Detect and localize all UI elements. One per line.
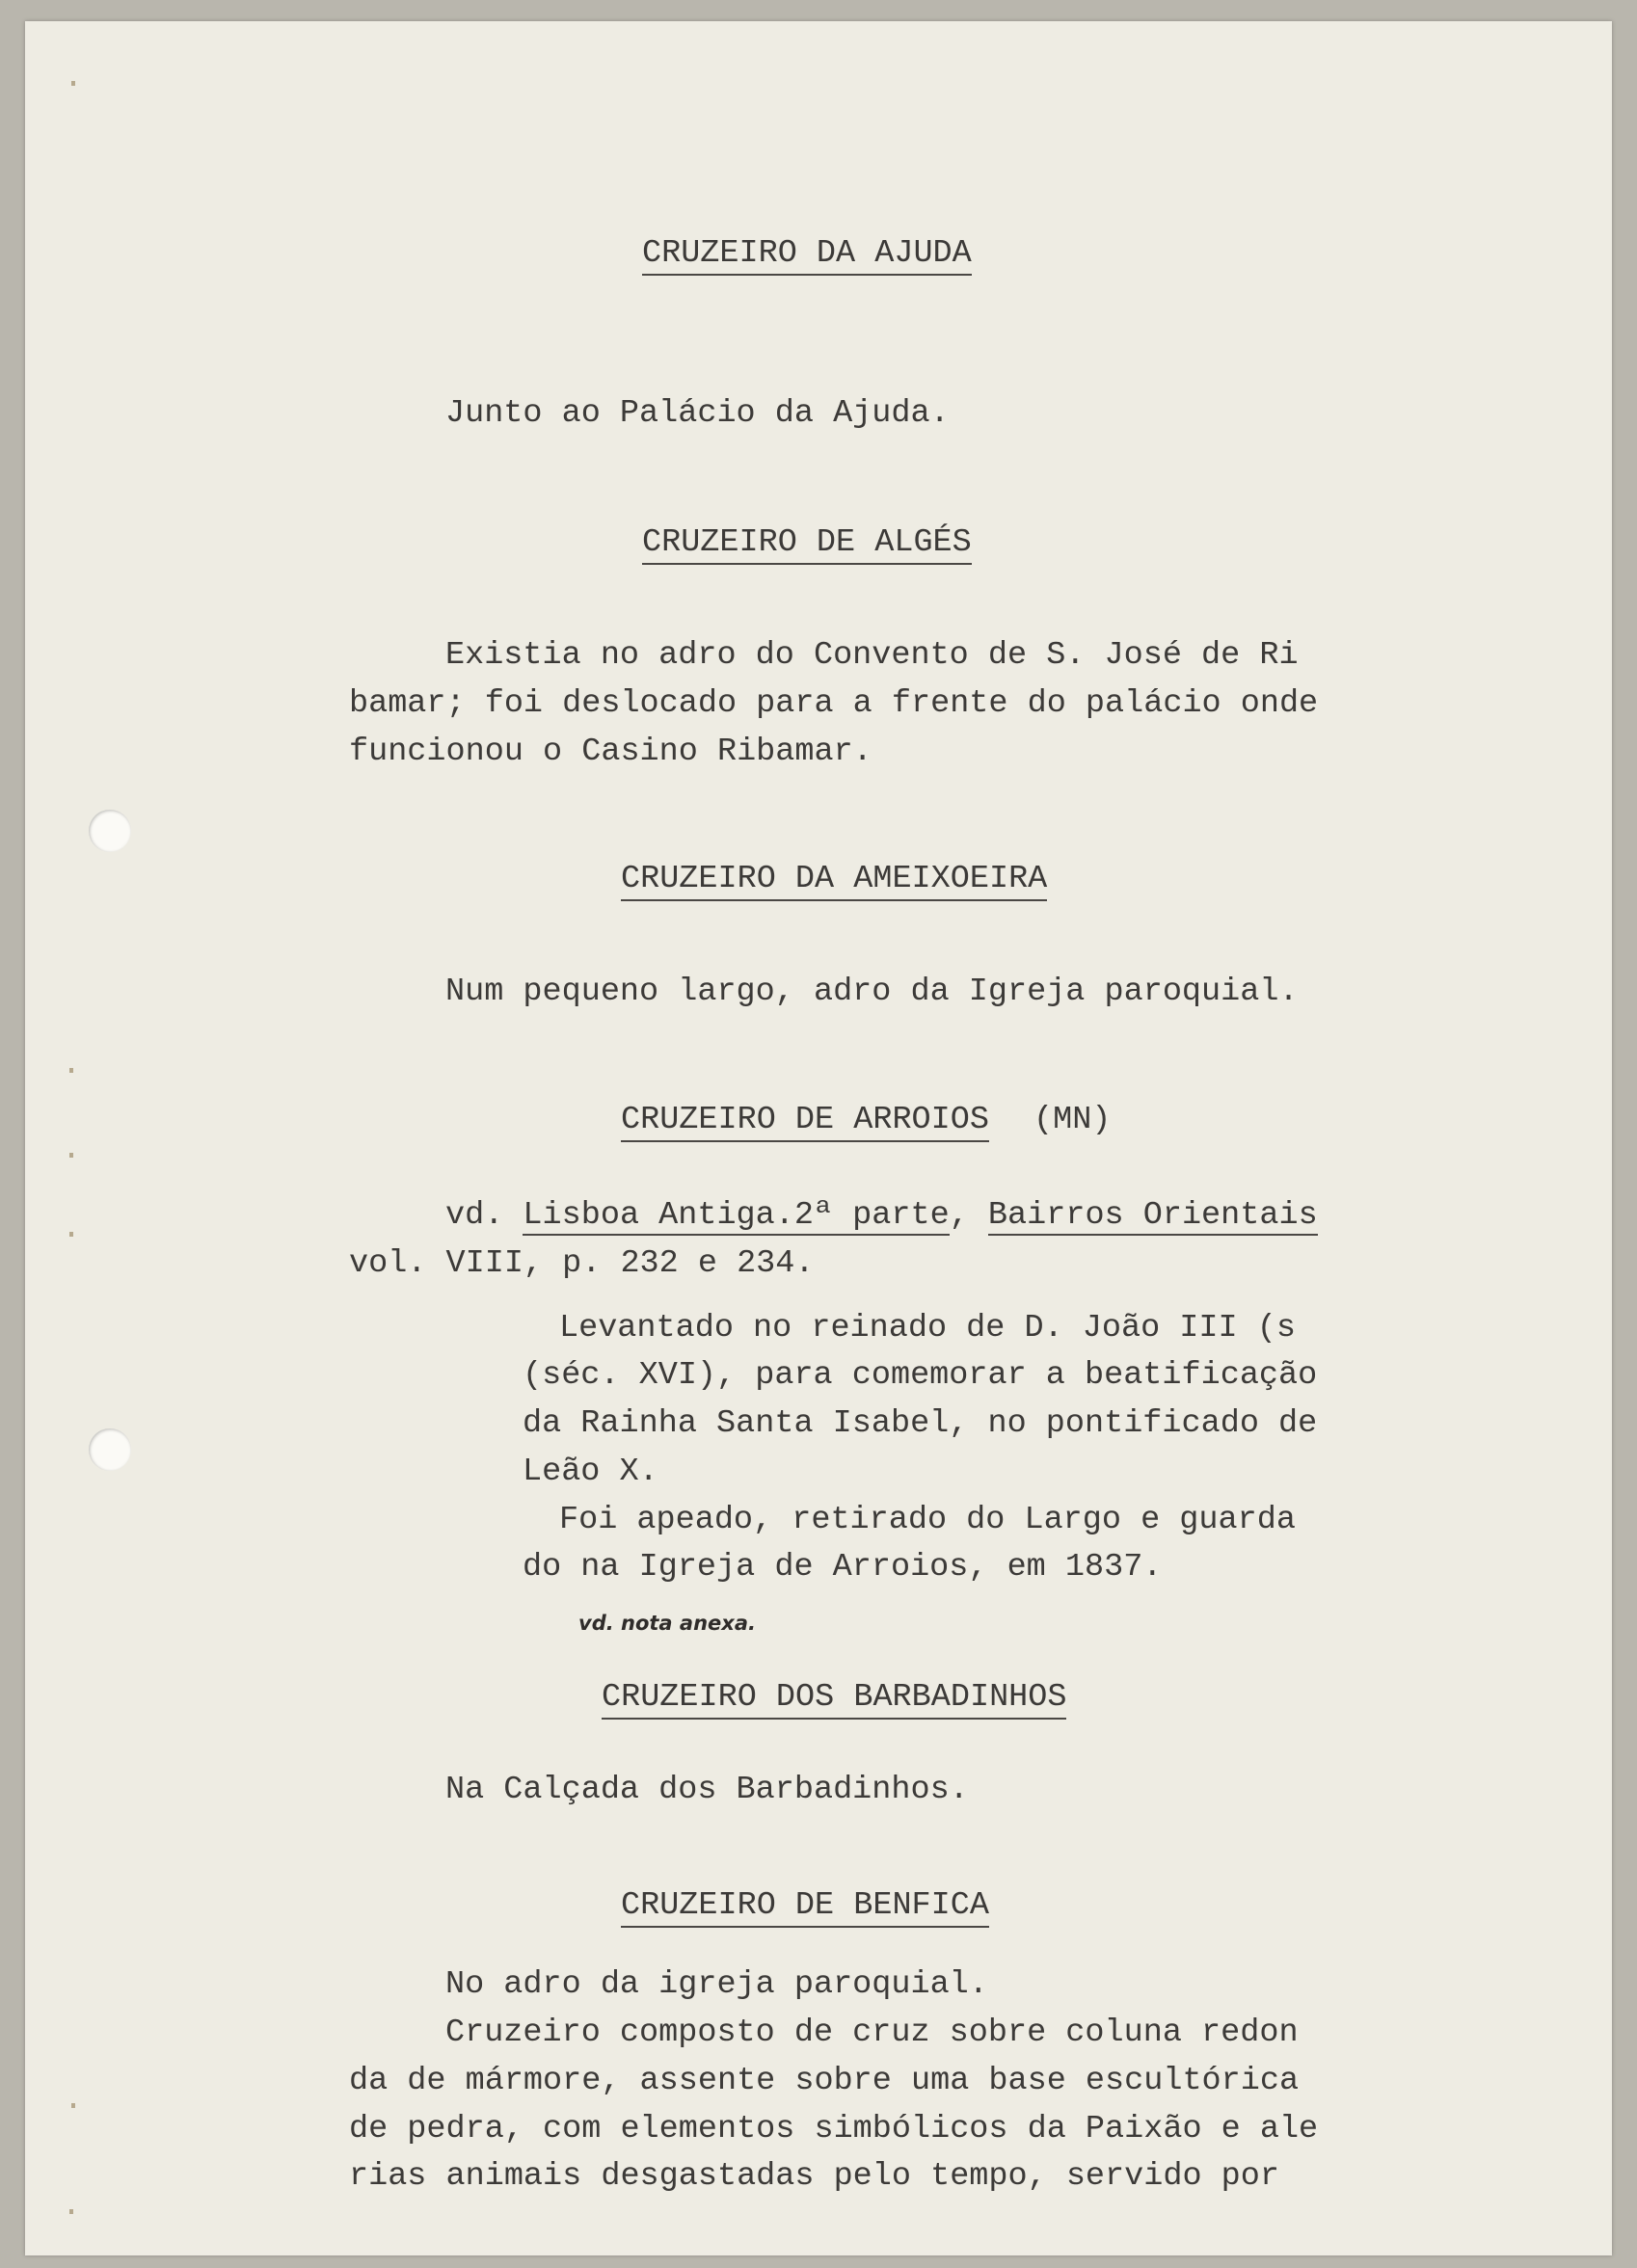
heading-cruzeiro-arroios: CRUZEIRO DE ARROIOS bbox=[621, 1102, 989, 1142]
reference-volume: vol. VIII, p. 232 e 234. bbox=[349, 1245, 815, 1282]
text-arroios-line-6: do na Igreja de Arroios, em 1837. bbox=[523, 1549, 1163, 1586]
heading-arroios-tag: (MN) bbox=[1033, 1102, 1112, 1138]
text-alges-line-3: funcionou o Casino Ribamar. bbox=[349, 734, 872, 770]
reference-title: Lisboa Antiga.2ª parte bbox=[523, 1197, 950, 1234]
margin-mark bbox=[71, 81, 75, 86]
text-ameixoeira: Num pequeno largo, adro da Igreja paroquial. bbox=[445, 974, 1299, 1010]
reference-line bbox=[445, 1191, 1318, 1240]
text-benfica-line-2: Cruzeiro composto de cruz sobre coluna redon bbox=[445, 2015, 1299, 2051]
reference-subtitle: Bairros Orientais bbox=[987, 1197, 1318, 1234]
text-alges-line-2: bamar; foi deslocado para a frente do palácio onde bbox=[349, 685, 1319, 722]
text-arroios-line-1: Levantado no reinado de D. João III (s bbox=[559, 1310, 1296, 1347]
heading-cruzeiro-benfica: CRUZEIRO DE BENFICA bbox=[621, 1887, 989, 1928]
text-arroios-line-3: da Rainha Santa Isabel, no pontificado de bbox=[523, 1405, 1318, 1442]
text-benfica-line-4: de pedra, com elementos simbólicos da Paixão e ale bbox=[349, 2111, 1319, 2148]
text-arroios-line-4: Leão X. bbox=[523, 1454, 658, 1490]
handwritten-note: vd. nota anexa. bbox=[578, 1612, 756, 1635]
text-barbadinhos: Na Calçada dos Barbadinhos. bbox=[445, 1772, 969, 1808]
punch-hole-bottom bbox=[89, 1428, 131, 1471]
text-alges-line-1: Existia no adro do Convento de S. José de Ri bbox=[445, 637, 1299, 674]
margin-mark bbox=[69, 2209, 73, 2214]
text-benfica-line-3: da de mármore, assente sobre uma base escultórica bbox=[349, 2063, 1300, 2099]
margin-mark bbox=[69, 1232, 73, 1237]
margin-mark bbox=[69, 1068, 73, 1073]
reference-separator: , bbox=[949, 1197, 988, 1234]
text-ajuda: Junto ao Palácio da Ajuda. bbox=[445, 395, 950, 432]
heading-cruzeiro-barbadinhos: CRUZEIRO DOS BARBADINHOS bbox=[602, 1679, 1066, 1720]
heading-cruzeiro-ajuda: CRUZEIRO DA AJUDA bbox=[642, 235, 972, 276]
margin-mark bbox=[71, 2103, 75, 2108]
text-benfica-line-5: rias animais desgastadas pelo tempo, servido por bbox=[349, 2158, 1279, 2195]
punch-hole-top bbox=[89, 810, 131, 852]
text-benfica-line-1: No adro da igreja paroquial. bbox=[445, 1966, 988, 2003]
heading-cruzeiro-ameixoeira: CRUZEIRO DA AMEIXOEIRA bbox=[621, 861, 1047, 901]
margin-mark bbox=[69, 1153, 73, 1158]
reference-prefix: vd. bbox=[445, 1197, 523, 1234]
text-arroios-line-5: Foi apeado, retirado do Largo e guarda bbox=[559, 1502, 1296, 1538]
text-arroios-line-2: (séc. XVI), para comemorar a beatificação bbox=[523, 1357, 1318, 1394]
heading-cruzeiro-alges: CRUZEIRO DE ALGÉS bbox=[642, 524, 972, 565]
